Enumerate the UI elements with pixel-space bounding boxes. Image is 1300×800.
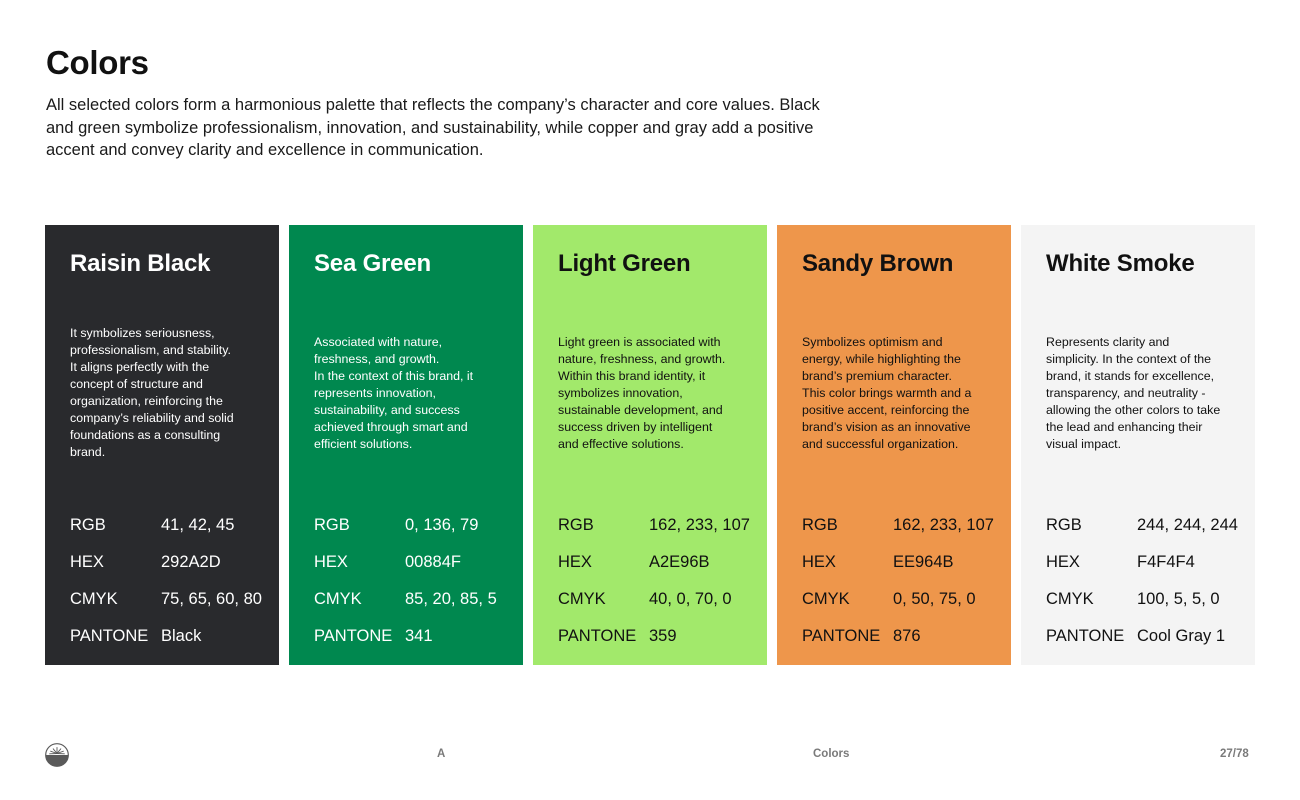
color-name: Raisin Black — [70, 250, 211, 277]
spec-label: CMYK — [802, 590, 850, 608]
spec-row-pantone — [1046, 618, 1251, 655]
spec-row-hex — [802, 544, 1007, 581]
spec-row-pantone — [314, 618, 519, 655]
spec-label: RGB — [70, 516, 106, 534]
spec-row-cmyk — [1046, 581, 1251, 618]
spec-value: 00884F — [405, 553, 461, 571]
color-specs — [1046, 507, 1251, 655]
spec-value: Cool Gray 1 — [1137, 627, 1226, 645]
spec-label: PANTONE — [558, 627, 637, 645]
color-description: Light green is associated with nature, freshness, and growth. Within this brand identity, it symbolizes innovation, sustainable development, and success driven by intelligent and effective solutions. — [558, 335, 726, 451]
sunrise-logo-icon — [45, 743, 69, 767]
spec-row-rgb — [1046, 507, 1251, 544]
spec-value: F4F4F4 — [1137, 553, 1195, 571]
spec-value: 162, 233, 107 — [893, 516, 994, 534]
spec-label: RGB — [1046, 516, 1082, 534]
spec-row-hex — [1046, 544, 1251, 581]
color-description: Represents clarity and simplicity. In the context of the brand, it stands for excellence, transparency, and neutrality - allowing the other colors to take the lead and enhancing their visual impact. — [1046, 335, 1221, 451]
page-title: Colors — [46, 44, 149, 81]
footer-letter: A — [437, 748, 446, 760]
spec-row-rgb — [802, 507, 1007, 544]
color-name: White Smoke — [1046, 250, 1195, 277]
page-intro: All selected colors form a harmonious palette that reflects the company’s character and core values. Black and green symbolize professionalism, innovation, and sustainability, while copper and gray add a positive accent and convey clarity and excellence in communication. — [46, 96, 820, 159]
spec-value: 292A2D — [161, 553, 221, 571]
spec-value: 359 — [649, 627, 677, 645]
spec-row-cmyk — [70, 581, 275, 618]
spec-value: Black — [161, 627, 202, 645]
spec-label: PANTONE — [70, 627, 149, 645]
spec-label: CMYK — [1046, 590, 1094, 608]
spec-value: 876 — [893, 627, 921, 645]
spec-label: RGB — [314, 516, 350, 534]
spec-label: HEX — [802, 553, 836, 571]
color-description: Symbolizes optimism and energy, while highlighting the brand’s premium character. This color brings warmth and a positive accent, reinforcing the brand’s vision as an innovative and successful organization. — [802, 335, 972, 451]
color-card-raisin-black — [45, 225, 279, 665]
spec-label: CMYK — [558, 590, 606, 608]
page-number: 27/78 — [1220, 748, 1249, 760]
spec-label: CMYK — [70, 590, 118, 608]
color-name: Sea Green — [314, 250, 431, 277]
footer-section-title: Colors — [813, 748, 850, 760]
spec-row-hex — [70, 544, 275, 581]
color-card-white-smoke — [1021, 225, 1255, 665]
spec-label: PANTONE — [1046, 627, 1125, 645]
color-card-light-green — [533, 225, 767, 665]
color-specs — [802, 507, 1007, 655]
spec-row-rgb — [70, 507, 275, 544]
color-name: Light Green — [558, 250, 691, 277]
spec-row-cmyk — [558, 581, 763, 618]
spec-label: HEX — [314, 553, 348, 571]
spec-value: 85, 20, 85, 5 — [405, 590, 497, 608]
spec-value: 40, 0, 70, 0 — [649, 590, 732, 608]
spec-label: PANTONE — [314, 627, 393, 645]
spec-value: 41, 42, 45 — [161, 516, 235, 534]
spec-label: RGB — [802, 516, 838, 534]
spec-value: 162, 233, 107 — [649, 516, 750, 534]
spec-label: RGB — [558, 516, 594, 534]
spec-label: HEX — [1046, 553, 1080, 571]
spec-row-rgb — [558, 507, 763, 544]
spec-value: A2E96B — [649, 553, 710, 571]
spec-row-pantone — [802, 618, 1007, 655]
spec-row-pantone — [70, 618, 275, 655]
spec-value: EE964B — [893, 553, 954, 571]
color-specs — [70, 507, 275, 655]
spec-label: HEX — [70, 553, 104, 571]
spec-row-pantone — [558, 618, 763, 655]
spec-label: PANTONE — [802, 627, 881, 645]
spec-row-cmyk — [802, 581, 1007, 618]
color-card-sea-green — [289, 225, 523, 665]
spec-label: CMYK — [314, 590, 362, 608]
color-specs — [558, 507, 763, 655]
spec-value: 244, 244, 244 — [1137, 516, 1238, 534]
spec-value: 100, 5, 5, 0 — [1137, 590, 1220, 608]
spec-value: 341 — [405, 627, 433, 645]
spec-row-hex — [558, 544, 763, 581]
spec-value: 75, 65, 60, 80 — [161, 590, 262, 608]
spec-row-hex — [314, 544, 519, 581]
spec-row-rgb — [314, 507, 519, 544]
spec-row-cmyk — [314, 581, 519, 618]
color-name: Sandy Brown — [802, 250, 954, 277]
spec-label: HEX — [558, 553, 592, 571]
color-description: Associated with nature, freshness, and growth. In the context of this brand, it represents innovation, sustainability, and success achieved through smart and efficient solutions. — [314, 335, 474, 451]
color-cards — [45, 225, 1255, 665]
color-description: It symbolizes seriousness, professionalism, and stability. It aligns perfectly with the concept of structure and organization, reinforcing the company’s reliability and solid foundations as a consulting brand. — [70, 326, 234, 459]
color-card-sandy-brown — [777, 225, 1011, 665]
color-specs — [314, 507, 519, 655]
spec-value: 0, 136, 79 — [405, 516, 479, 534]
spec-value: 0, 50, 75, 0 — [893, 590, 976, 608]
